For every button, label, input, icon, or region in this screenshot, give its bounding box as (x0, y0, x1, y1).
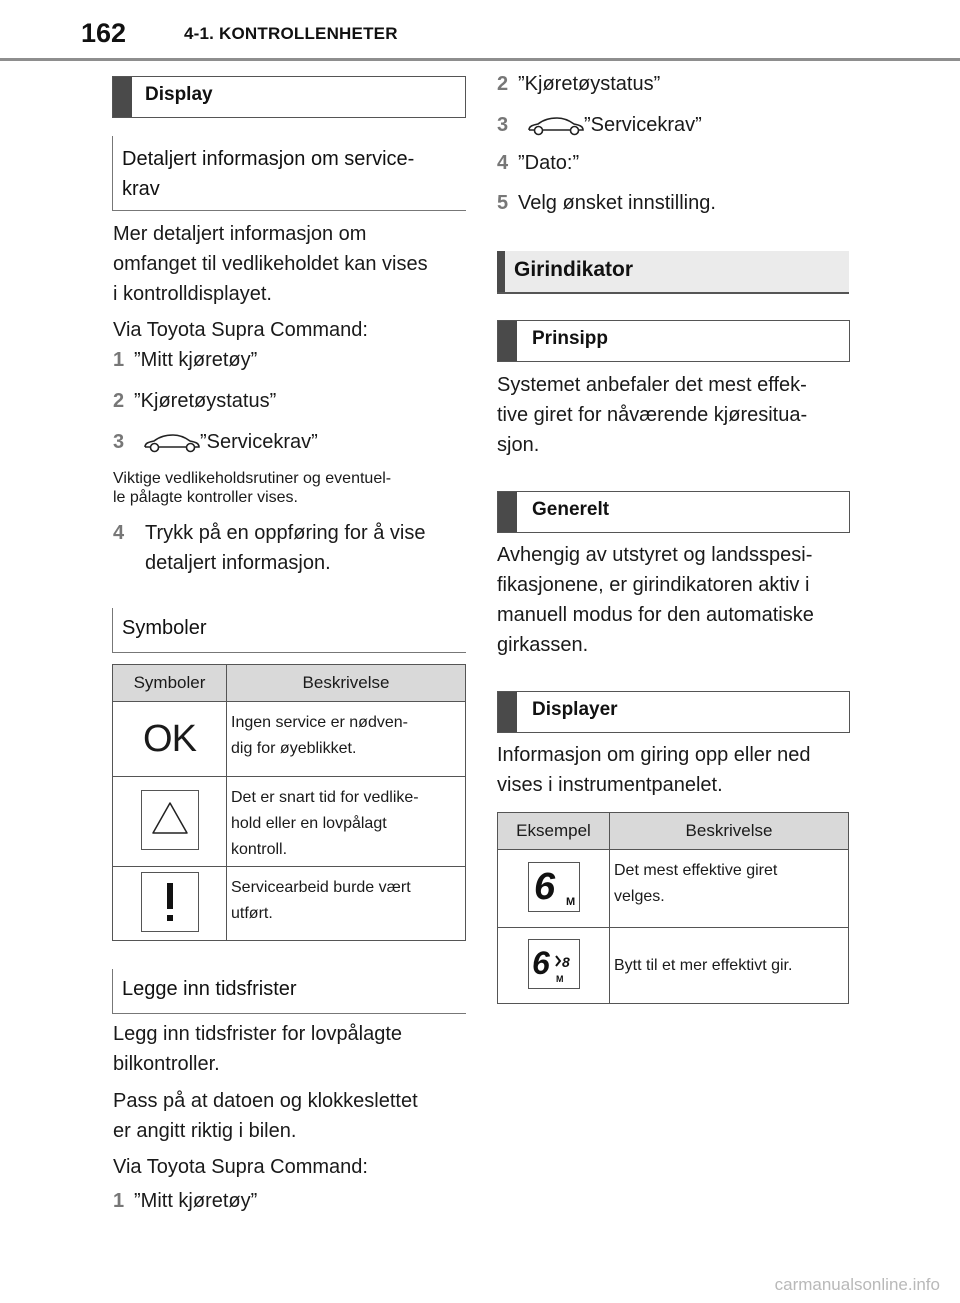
desc-line: Det mest effektive giret (614, 862, 778, 879)
note (113, 469, 391, 507)
prinsipp-heading-label: Prinsipp (532, 328, 609, 349)
step-text: ”Kjøretøystatus” (134, 390, 277, 412)
step-text: Trykk på en oppføring for å vise (145, 522, 426, 544)
svg-text:M: M (555, 973, 563, 984)
intro-line: Mer detaljert informasjon om (113, 223, 367, 245)
desc-line: kontroll. (231, 841, 288, 858)
generelt-heading-label: Generelt (532, 499, 610, 520)
table-header: Beskrivelse (610, 813, 849, 850)
step-number: 1 (113, 1190, 125, 1212)
exclamation-icon (142, 873, 198, 931)
step-text: detaljert informasjon. (145, 552, 331, 574)
table-row (113, 702, 466, 777)
table-row (498, 850, 849, 928)
desc-line: dig for øyeblikket. (231, 740, 357, 757)
displayer-heading-label: Displayer (532, 699, 618, 720)
table-cell (113, 777, 227, 867)
table-header-row (113, 665, 466, 702)
table-header: Symboler (113, 665, 227, 702)
desc-line: Ingen service er nødven- (231, 714, 408, 731)
para-line: Systemet anbefaler det mest effek- (497, 374, 807, 396)
step-text: ”Servicekrav” (200, 431, 318, 453)
table-header: Eksempel (498, 813, 610, 850)
desc-line: hold eller en lovpålagt (231, 815, 387, 832)
desc-line: utført. (231, 905, 273, 922)
desc-line: Det er snart tid for vedlike- (231, 789, 419, 806)
table-cell (113, 702, 227, 777)
svg-text:6: 6 (531, 944, 550, 981)
displayer-heading (497, 691, 850, 733)
step-text: Velg ønsket innstilling. (518, 192, 716, 214)
step-text: ”Mitt kjøretøy” (134, 349, 258, 371)
intro-line: omfanget til vedlikeholdet kan vises (113, 253, 428, 275)
warning-icon-box (141, 790, 199, 850)
step-text: ”Servicekrav” (584, 114, 702, 136)
gear-icon-box (528, 939, 580, 989)
step-text: ”Mitt kjøretøy” (134, 1190, 258, 1212)
warning-triangle-icon (142, 791, 198, 849)
display-heading-label: Display (145, 84, 213, 105)
displayer-paragraph (497, 740, 811, 800)
desc-line: Bytt til et mer effektivt gir. (614, 956, 793, 974)
ok-symbol: OK (143, 717, 196, 760)
chapter-title: 4-1. KONTROLLENHETER (184, 24, 398, 43)
table-row (113, 867, 466, 941)
step-number: 5 (497, 192, 509, 214)
intro-paragraph (113, 219, 428, 309)
girindikator-heading (497, 251, 849, 294)
para-line: girkassen. (497, 634, 589, 656)
step-number: 2 (497, 73, 509, 95)
table-cell (610, 850, 849, 928)
table-row (498, 928, 849, 1004)
car-icon (142, 433, 202, 453)
para-line: sjon. (497, 434, 540, 456)
table-cell (113, 867, 227, 941)
table-cell (227, 867, 466, 941)
service-subhead-line1: Detaljert informasjon om service- (122, 148, 415, 170)
desc-line: velges. (614, 888, 665, 905)
note-line: Viktige vedlikeholdsrutiner og eventuel- (113, 470, 392, 487)
via-command-2: Via Toyota Supra Command: (113, 1156, 368, 1178)
para-line: tive giret for nåværende kjøresitua- (497, 404, 808, 426)
generelt-heading (497, 491, 850, 533)
table-header: Beskrivelse (227, 665, 466, 702)
gear-icon-box (528, 862, 580, 912)
header-rule (0, 58, 960, 61)
heading-bar (498, 692, 517, 732)
watermark: carmanualsonline.info (774, 1275, 940, 1294)
note-line: le pålagte kontroller vises. (113, 489, 298, 506)
para-line: bilkontroller. (113, 1053, 220, 1075)
table-cell (610, 928, 849, 1004)
para-line: er angitt riktig i bilen. (113, 1120, 297, 1142)
svg-text:6: 6 (533, 865, 555, 908)
gear-table (497, 812, 849, 1004)
desc-line: Servicearbeid burde vært (231, 879, 411, 896)
step-number: 3 (113, 431, 125, 453)
step-number: 4 (497, 152, 509, 174)
gear-6-to-8-icon (529, 940, 579, 988)
para-line: Legg inn tidsfrister for lovpålagte (113, 1023, 403, 1045)
heading-bar (498, 492, 517, 532)
para-line: vises i instrumentpanelet. (497, 774, 723, 796)
via-command-1: Via Toyota Supra Command: (113, 319, 368, 341)
heading-bar (113, 77, 132, 117)
para-line: manuell modus for den automatiske (497, 604, 814, 626)
svg-text:8: 8 (561, 953, 570, 970)
deadlines-subhead-label: Legge inn tidsfrister (122, 978, 297, 1000)
symbols-subhead (112, 608, 466, 653)
deadlines-subhead (112, 969, 466, 1014)
gear-6-manual-icon (529, 863, 579, 911)
girindikator-heading-label: Girindikator (514, 258, 634, 281)
para-line: Pass på at datoen og klokkeslettet (113, 1090, 418, 1112)
prinsipp-heading (497, 320, 850, 362)
symbols-subhead-label: Symboler (122, 617, 207, 639)
step-text: ”Kjøretøystatus” (518, 73, 661, 95)
svg-text:M: M (565, 895, 575, 908)
table-cell (227, 702, 466, 777)
step-number: 1 (113, 349, 125, 371)
para-line: Informasjon om giring opp eller ned (497, 744, 811, 766)
heading-bar (497, 251, 505, 292)
service-subhead-line2: krav (122, 178, 160, 200)
table-cell (498, 850, 610, 928)
step-number: 4 (113, 522, 125, 544)
table-row (113, 777, 466, 867)
check-paragraph (113, 1086, 418, 1146)
step-number: 2 (113, 390, 125, 412)
step-number: 3 (497, 114, 509, 136)
deadlines-paragraph (113, 1019, 402, 1079)
step-text: ”Dato:” (518, 152, 580, 174)
car-icon (526, 116, 586, 136)
table-header-row (498, 813, 849, 850)
heading-bar (498, 321, 517, 361)
intro-line: i kontrolldisplayet. (113, 283, 272, 305)
symbols-table (112, 664, 466, 941)
exclamation-icon-box (141, 872, 199, 932)
table-cell (498, 928, 610, 1004)
para-line: fikasjonene, er girindikatoren aktiv i (497, 574, 810, 596)
display-heading (112, 76, 466, 118)
service-subhead (112, 136, 466, 211)
prinsipp-paragraph (497, 370, 807, 460)
para-line: Avhengig av utstyret og landsspesi- (497, 544, 813, 566)
page-number: 162 (81, 18, 127, 48)
generelt-paragraph (497, 540, 814, 660)
table-cell (227, 777, 466, 867)
